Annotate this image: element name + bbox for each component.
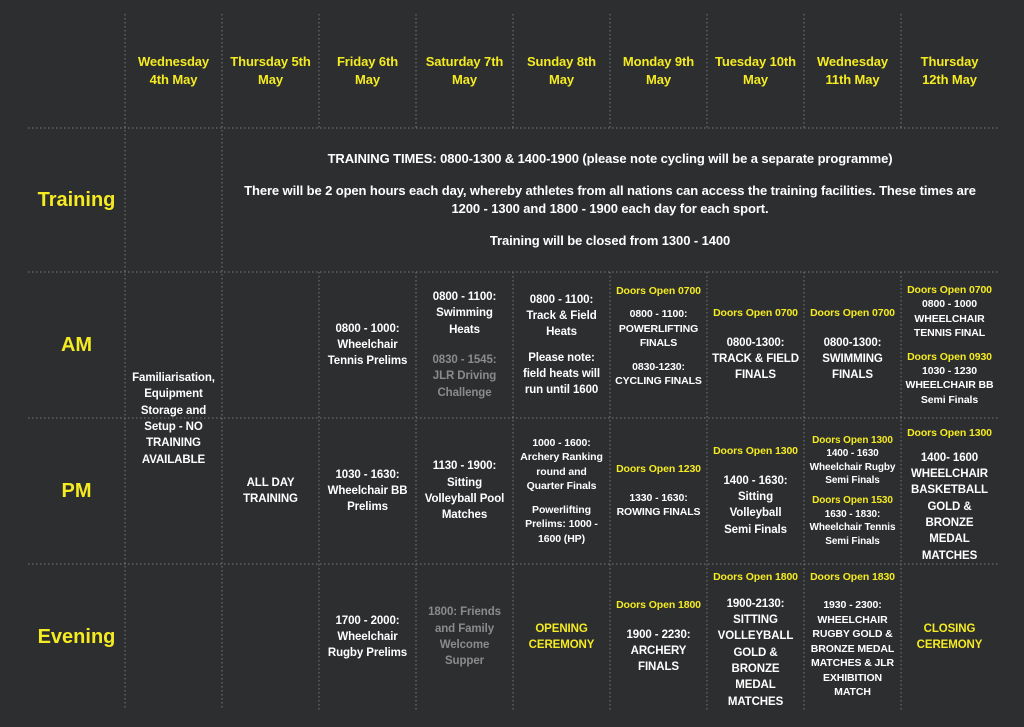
event-text: CEREMONY <box>528 639 595 651</box>
event-text: FINALS <box>639 337 678 350</box>
event-text: Wheelchair BB <box>327 484 408 497</box>
event-text: POWERLIFTING <box>618 322 699 335</box>
doors-open-label: Doors Open 1300 <box>812 434 893 446</box>
tue10-pm <box>707 418 804 564</box>
event-text: Matches <box>441 509 488 522</box>
doors-open-label: Doors Open 0700 <box>713 307 798 320</box>
tue10-am <box>707 272 804 418</box>
wed11-pm <box>804 418 901 564</box>
event-text: CEREMONY <box>916 639 983 651</box>
event-text: 0800 - 1100: <box>432 291 497 304</box>
event-text: Volleyball <box>729 507 782 520</box>
doors-open-label: Doors Open 0700 <box>810 307 895 320</box>
event-text: Familiarisation, <box>132 372 215 385</box>
day-header-mon9 <box>610 14 707 128</box>
event-text: 1400 - 1630: <box>723 474 788 487</box>
event-text: 1400 - 1630 <box>826 448 879 460</box>
doors-open-label: Doors Open 0700 <box>616 285 701 297</box>
day-header-line: Sunday 8th <box>526 54 597 70</box>
event-text: WHEELCHAIR <box>911 468 988 481</box>
event-text: WHEELCHAIR <box>817 613 888 626</box>
doors-open-label: Doors Open 1230 <box>616 463 701 476</box>
day-header-line: Wednesday <box>137 54 210 70</box>
event-text: Tennis Prelims <box>327 355 408 368</box>
mon9-am <box>610 272 707 418</box>
event-text: BRONZE MEDAL <box>925 517 974 546</box>
event-text: run until 1600 <box>524 384 599 397</box>
event-text: FINALS <box>638 661 679 674</box>
day-header-line: Monday 9th <box>622 54 695 70</box>
row-label-pm: PM <box>61 479 92 502</box>
event-text: Archery Ranking <box>520 451 603 464</box>
event-text: Powerlifting <box>532 503 591 516</box>
day-header-line: May <box>258 72 283 87</box>
event-text: Setup - NO <box>144 421 203 433</box>
event-text: Prelims <box>347 501 388 514</box>
event-text: ALL DAY <box>246 476 295 489</box>
event-text: MATCHES & JLR <box>810 657 895 670</box>
event-text: 1900-2130: <box>726 597 785 610</box>
event-text: Swimming <box>436 307 493 320</box>
day-header-line: Saturday 7th <box>425 54 504 70</box>
event-text: 0800 - 1000 <box>922 298 977 311</box>
event-text: Challenge <box>437 386 492 399</box>
event-text: Track & Field <box>526 309 597 322</box>
event-text: 1630 - 1830: <box>824 508 881 520</box>
day-header-line: Tuesday 10th <box>715 54 796 70</box>
event-text: field heats will <box>522 367 600 380</box>
event-text: WHEELCHAIR <box>914 312 985 325</box>
event-text: 1930 - 2300: <box>823 599 882 612</box>
row-label-evening: Evening <box>37 625 116 648</box>
event-text: EXHIBITION <box>822 671 883 684</box>
event-text: Please note: <box>528 351 595 364</box>
doors-open-label: Doors Open 0930 <box>907 350 992 363</box>
event-text: 1030 - 1630: <box>335 468 400 481</box>
mon9-pm <box>610 418 707 564</box>
day-header-line: May <box>549 72 574 87</box>
event-text: Sitting <box>446 476 483 489</box>
day-header-tue10 <box>707 14 804 128</box>
event-text: ROWING FINALS <box>616 506 701 519</box>
event-text: 0800 - 1000: <box>335 322 400 335</box>
event-text: 1330 - 1630: <box>629 491 688 504</box>
event-text: 0800 - 1100: <box>629 308 688 321</box>
event-text: CYCLING FINALS <box>615 375 702 388</box>
event-text: 1700 - 2000: <box>335 614 400 627</box>
event-text: 1030 - 1230 <box>922 364 977 377</box>
event-text: Semi Finals <box>724 523 787 536</box>
event-text: 1130 - 1900: <box>432 460 497 473</box>
day-header-wed11 <box>804 14 901 128</box>
sun8-opening-ceremony <box>513 564 610 710</box>
doors-open-label: Doors Open 1800 <box>616 599 701 612</box>
day-header-line: May <box>743 72 768 87</box>
sun8-am <box>513 272 610 418</box>
day-header-sun8 <box>513 14 610 128</box>
event-text: SWIMMING <box>822 353 883 366</box>
event-text: Volleyball Pool <box>424 493 505 505</box>
training-times: TRAINING TIMES: 0800-1300 & 1400-1900 (please note cycling will be a separate programme) <box>327 150 893 166</box>
event-text: Rugby Prelims <box>327 647 408 660</box>
event-text: CLOSING <box>923 622 976 635</box>
sun8-pm <box>513 418 610 564</box>
doors-open-label: Doors Open 1830 <box>810 571 895 583</box>
day-header-line: Thursday <box>920 54 979 70</box>
event-text: RUGBY GOLD & <box>812 628 893 641</box>
event-text: 0800-1300: <box>823 336 882 349</box>
day-header-line: 11th May <box>825 72 880 87</box>
event-text: BASKETBALL <box>911 484 988 497</box>
day-header-line: May <box>646 72 671 87</box>
event-text: GOLD & <box>927 500 972 513</box>
sat7-am <box>416 272 513 418</box>
sat7-pm <box>416 418 513 564</box>
event-text: Sitting <box>737 490 774 503</box>
thu5-all-day-training <box>222 272 319 710</box>
event-text: TRAINING <box>146 437 201 450</box>
wed11-evening <box>804 564 901 710</box>
event-text: Semi Finals <box>825 475 880 487</box>
event-text: 1900 - 2230: <box>626 628 691 641</box>
day-header-line: May <box>355 72 380 87</box>
event-text: TRAINING <box>243 493 298 505</box>
event-text: Welcome <box>439 639 490 651</box>
event-text: MATCH <box>834 686 871 699</box>
day-header-wed4 <box>125 14 222 128</box>
fri6-am <box>319 272 416 418</box>
event-text: Supper <box>444 655 484 668</box>
event-text: FINALS <box>735 369 776 382</box>
day-header-line: Wednesday <box>816 54 889 70</box>
event-text: Heats <box>546 326 577 339</box>
day-header-thu5 <box>222 14 319 128</box>
event-text: Wheelchair Rugby <box>809 461 896 473</box>
day-header-thu12 <box>901 14 998 128</box>
event-text: 0800-1300: <box>726 336 785 349</box>
event-text: 1600 (HP) <box>538 532 585 545</box>
event-text: VOLLEYBALL <box>717 630 794 643</box>
event-text: 0800 - 1100: <box>529 293 594 306</box>
mon9-evening <box>610 564 707 710</box>
wed11-am <box>804 272 901 418</box>
training-open-hours: There will be 2 open hours each day, whereby athletes from all nations can access the training facilities. These times are 1200 - 1300 and 1800 - 1900 each day for each sport. <box>244 182 976 216</box>
event-text: Quarter Finals <box>526 480 597 493</box>
event-text: Heats <box>449 323 480 336</box>
event-text: and Family <box>434 622 495 635</box>
wed4-familiarisation <box>125 128 222 710</box>
day-header-sat7 <box>416 14 513 128</box>
event-text: 0830-1230: <box>632 360 685 373</box>
day-header-line: 12th May <box>922 72 977 87</box>
fri6-evening <box>319 564 416 710</box>
doors-open-label: Doors Open 1800 <box>713 571 798 583</box>
event-text: BRONZE MEDAL <box>810 642 895 655</box>
day-header-line: May <box>452 72 477 87</box>
doors-open-label: Doors Open 1530 <box>812 495 893 506</box>
event-text: MATCHES <box>921 549 978 562</box>
event-text: SITTING <box>733 614 778 627</box>
event-text: round and <box>536 465 587 478</box>
event-text: Semi Finals <box>920 393 979 406</box>
event-text: BRONZE MEDAL <box>731 663 780 692</box>
event-text: 0830 - 1545: <box>432 354 497 366</box>
day-header-fri6 <box>319 14 416 128</box>
event-text: GOLD & <box>733 646 778 659</box>
event-text: Wheelchair <box>337 338 398 351</box>
row-label-am: AM <box>60 333 93 356</box>
event-text: AVAILABLE <box>141 453 206 466</box>
event-text: 1400- 1600 <box>920 451 979 464</box>
event-text: Wheelchair Tennis <box>809 522 896 534</box>
day-header-line: Friday 6th <box>336 54 399 70</box>
thu12-pm <box>901 418 998 564</box>
doors-open-label: Doors Open 0700 <box>907 283 992 296</box>
training-info <box>222 128 998 272</box>
event-text: Storage and <box>140 404 207 417</box>
event-text: TENNIS FINAL <box>913 327 986 340</box>
event-text: 1800: Friends <box>428 606 501 619</box>
event-text: Wheelchair <box>337 630 398 643</box>
event-text: Equipment <box>144 388 203 401</box>
event-text: TRACK & FIELD <box>712 353 799 366</box>
event-text: OPENING <box>535 622 588 635</box>
event-text: ARCHERY <box>630 645 687 658</box>
training-closed: Training will be closed from 1300 - 1400 <box>489 233 731 249</box>
sat7-evening <box>416 564 513 710</box>
doors-open-label: Doors Open 1300 <box>713 445 798 458</box>
event-text: 1000 - 1600: <box>532 436 591 449</box>
day-header-line: 4th May <box>149 72 198 87</box>
event-text: MATCHES <box>727 695 784 708</box>
event-text: Prelims: 1000 - <box>525 518 598 531</box>
day-header-line: Thursday 5th <box>230 54 311 70</box>
thu12-am <box>901 272 998 418</box>
event-text: JLR Driving <box>432 370 497 383</box>
thu12-closing-ceremony <box>901 564 998 710</box>
tue10-evening <box>707 564 804 710</box>
event-text: WHEELCHAIR BB <box>905 379 994 392</box>
doors-open-label: Doors Open 1300 <box>907 427 992 439</box>
event-text: Semi Finals <box>825 535 880 547</box>
fri6-pm <box>319 418 416 564</box>
row-label-training: Training <box>37 188 116 211</box>
event-text: FINALS <box>832 369 873 382</box>
